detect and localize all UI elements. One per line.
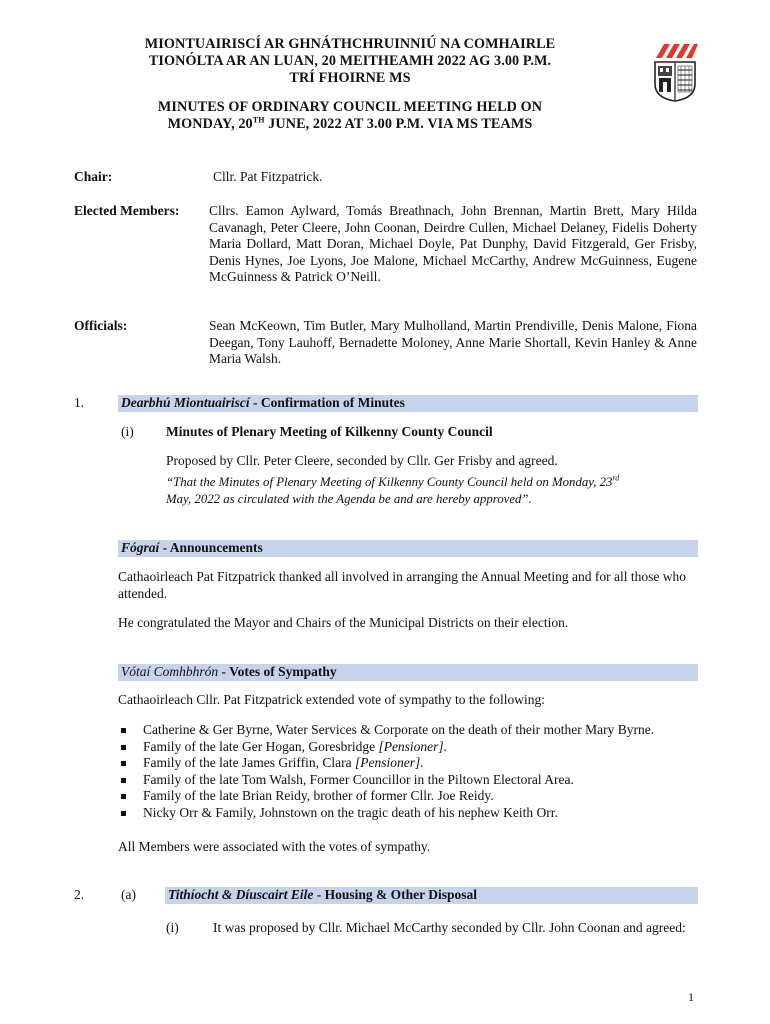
- bullet-square-icon: [121, 778, 126, 783]
- section-1-quote: “That the Minutes of Plenary Meeting of Kilkenny County Council held on Monday, 23rd May, 2022 as circulated with the Agenda be and are hereby approved”.: [166, 473, 620, 506]
- list-item: Catherine & Ger Byrne, Water Services & Corporate on the death of their mother Mary Byrne.: [118, 722, 738, 739]
- announcements-heading: Fógraí - Announcements: [121, 540, 263, 555]
- list-item: Family of the late James Griffin, Clara [Pensioner].: [118, 755, 738, 772]
- english-title-line-1: MINUTES OF ORDINARY COUNCIL MEETING HELD ON: [157, 99, 543, 115]
- section-2-heading: Tithíocht & Díuscairt Eile - Housing & Other Disposal: [168, 887, 478, 902]
- irish-title-line-3: TRÍ FHOIRNE MS: [289, 70, 411, 86]
- list-item: Family of the late Tom Walsh, Former Councillor in the Piltown Electoral Area.: [118, 772, 738, 789]
- sympathy-heading: Vótaí Comhbhrón - Votes of Sympathy: [121, 664, 337, 679]
- elected-members-label: Elected Members:: [74, 203, 180, 218]
- irish-title-line-2: TIONÓLTA AR AN LUAN, 20 MEITHEAMH 2022 AG 3.00 P.M.: [148, 53, 552, 69]
- section-2-number: 2.: [74, 887, 85, 902]
- sympathy-closing: All Members were associated with the votes of sympathy.: [118, 839, 431, 854]
- announcements-para-1: Cathaoirleach Pat Fitzpatrick thanked all involved in arranging the Annual Meeting and for all those who attended.: [118, 569, 686, 601]
- bullet-square-icon: [121, 728, 126, 733]
- bullet-square-icon: [121, 761, 126, 766]
- list-item: Nicky Orr & Family, Johnstown on the tragic death of his nephew Keith Orr.: [118, 805, 738, 822]
- list-item: Family of the late Brian Reidy, brother of former Cllr. Joe Reidy.: [118, 788, 738, 805]
- bullet-square-icon: [121, 794, 126, 799]
- sympathy-list: [118, 722, 738, 822]
- list-item: Family of the late Ger Hogan, Goresbridge [Pensioner].: [118, 739, 738, 756]
- officials-label: Officials:: [74, 318, 128, 333]
- chair-value: Cllr. Pat Fitzpatrick.: [213, 169, 323, 184]
- irish-title: [60, 36, 640, 87]
- irish-title-line-1: MIONTUAIRISCÍ AR GHNÁTHCHRUINNIÚ NA COMHAIRLE: [144, 36, 556, 52]
- section-1-heading: Dearbhú Miontuairiscí - Confirmation of Minutes: [121, 395, 405, 410]
- sympathy-intro: Cathaoirleach Cllr. Pat Fitzpatrick extended vote of sympathy to the following:: [118, 692, 546, 707]
- bullet-square-icon: [121, 745, 126, 750]
- english-title: [60, 99, 640, 133]
- section-1-sub-title: Minutes of Plenary Meeting of Kilkenny County Council: [166, 424, 493, 439]
- section-1-proposed: Proposed by Cllr. Peter Cleere, seconded by Cllr. Ger Frisby and agreed.: [166, 453, 558, 468]
- elected-members-value: Cllrs. Eamon Aylward, Tomás Breathnach, John Brennan, Martin Brett, Mary Hilda Cavanagh, Peter Cleere, John Coonan, Deirdre Cullen, Michael Delaney, Fidelis Doherty Maria Dollard, Matt Doran, Michael Doyle, Pat Dunphy, David Fitzgerald, Ger Frisby, Denis Hynes, Joe Lyons, Joe Malone, Michael McCarthy, Andrew McGuinness, Eugene McGuinness & Patrick O’Neill.: [209, 203, 697, 285]
- section-2-item-text: It was proposed by Cllr. Michael McCarthy seconded by Cllr. John Coonan and agreed:: [213, 920, 686, 935]
- section-1-sub-number: (i): [121, 424, 134, 439]
- announcements-para-2: He congratulated the Mayor and Chairs of the Municipal Districts on their election.: [118, 615, 569, 630]
- page-number: 1: [688, 990, 694, 1004]
- section-1-number: 1.: [74, 395, 85, 410]
- officials-value: Sean McKeown, Tim Butler, Mary Mulholland, Martin Prendiville, Denis Malone, Fiona Deegan, Tony Lauhoff, Bernadette Moloney, Anne Marie Shortall, Kevin Hanley & Anne Maria Walsh.: [209, 318, 697, 367]
- chair-label: Chair:: [74, 169, 113, 184]
- english-title-line-2: MONDAY, 20TH JUNE, 2022 AT 3.00 P.M. VIA MS TEAMS: [167, 115, 533, 132]
- kilkenny-council-logo: [650, 38, 700, 102]
- bullet-square-icon: [121, 811, 126, 816]
- section-2-sub-letter: (a): [121, 887, 136, 902]
- section-2-item-number: (i): [166, 920, 179, 935]
